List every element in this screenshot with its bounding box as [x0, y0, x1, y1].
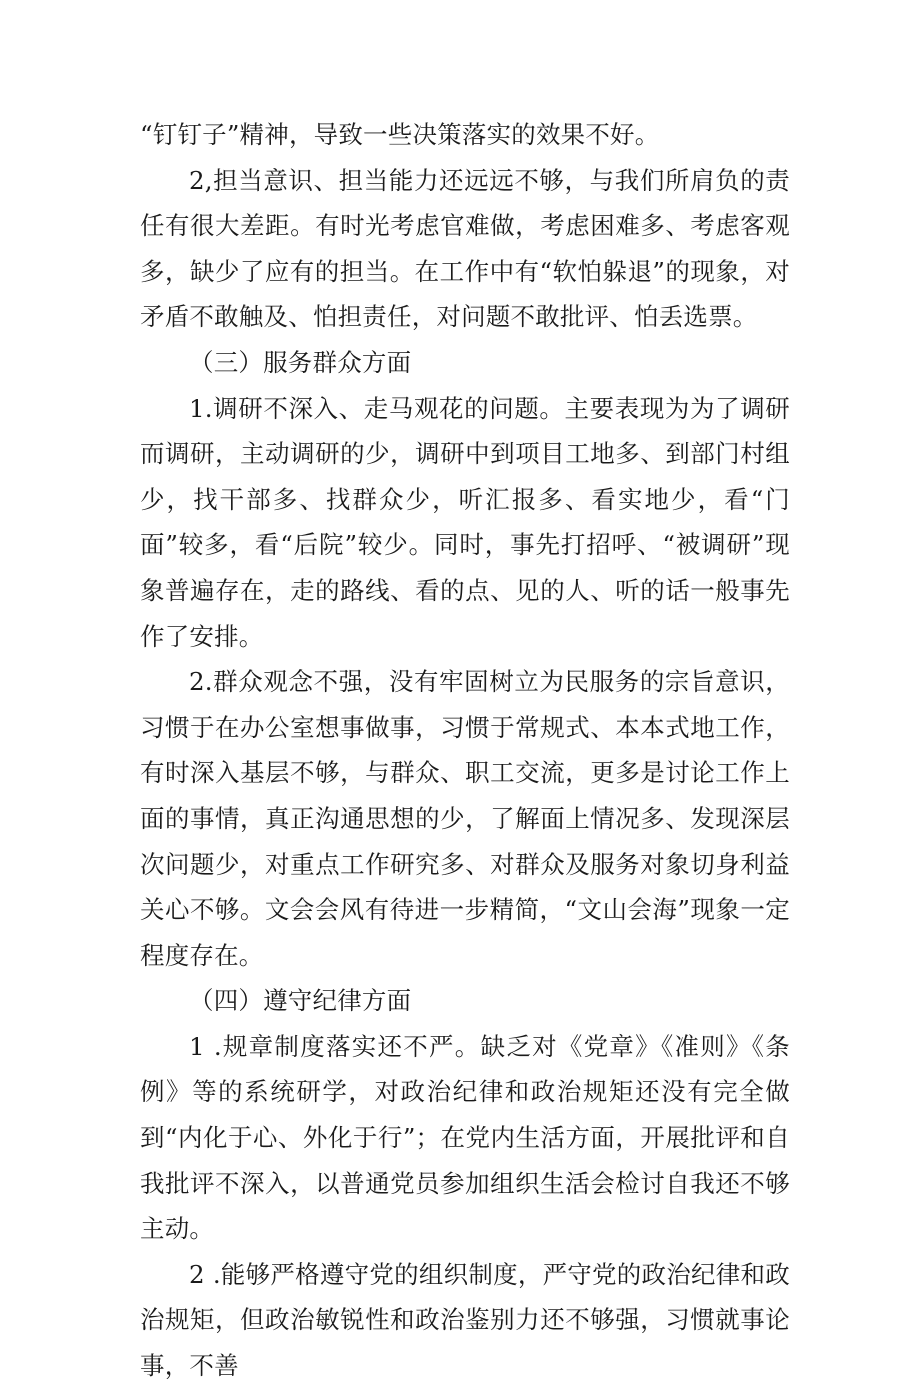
paragraph-item-2-mass-concept: 2.群众观念不强，没有牢固树立为民服务的宗旨意识，习惯于在办公室想事做事，习惯于常规式、本本式地工作，有时深入基层不够，与群众、职工交流，更多是讨论工作上面的事情，真正沟通思想的少，了解面上情况多、发现深层次问题少，对重点工作研究多、对群众及服务对象切身利益关心不够。文会会风有待进一步精简，“文山会海”现象一定程度存在。	[140, 667, 790, 970]
paragraph-continuation: “钉钉子”精神，导致一些决策落实的效果不好。	[140, 120, 660, 149]
document-body	[140, 112, 790, 1389]
section-heading-serving-masses: （三）服务群众方面	[189, 347, 412, 377]
paragraph-item-1-research: 1.调研不深入、走马观花的问题。主要表现为为了调研而调研，主动调研的少，调研中到项目工地多、到部门村组少，找干部多、找群众少，听汇报多、看实地少，看“门面”较多，看“后院”较少。同时，事先打招呼、“被调研”现象普遍存在，走的路线、看的点、见的人、听的话一般事先作了安排。	[140, 393, 790, 651]
paragraph-item-1-regulations: 1 .规章制度落实还不严。缺乏对《党章》《准则》《条例》等的系统研学，对政治纪律和政治规矩还没有完全做到“内化于心、外化于行”；在党内生活方面，开展批评和自我批评不深入，以普通党员参加组织生活会检讨自我还不够主动。	[140, 1031, 790, 1244]
section-heading-discipline: （四）遵守纪律方面	[189, 986, 412, 1016]
paragraph-item-2-responsibility: 2,担当意识、担当能力还远远不够，与我们所肩负的责任有很大差距。有时光考虑官难做，考虑困难多、考虑客观多，缺少了应有的担当。在工作中有“软怕躲退”的现象，对矛盾不敢触及、怕担责任，对问题不敢批评、怕丢选票。	[140, 165, 790, 332]
paragraph-item-2-organization: 2 .能够严格遵守党的组织制度，严守党的政治纪律和政治规矩，但政治敏锐性和政治鉴别力还不够强，习惯就事论事，不善	[140, 1259, 790, 1381]
